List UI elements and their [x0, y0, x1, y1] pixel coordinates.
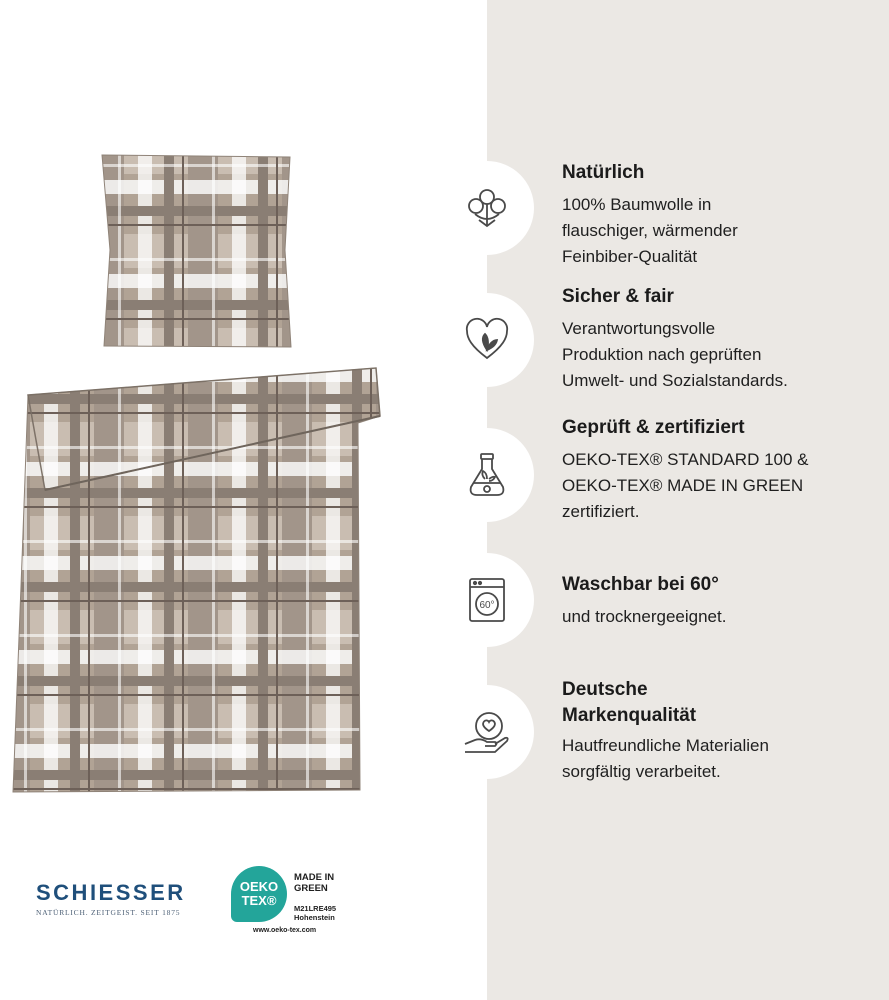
hand-heart-icon: [440, 685, 534, 779]
feature-title: Natürlich: [562, 162, 645, 183]
feature-title: Sicher & fair: [562, 286, 674, 307]
washing-machine-icon: [440, 553, 534, 647]
pillow: [102, 155, 291, 347]
made-in-green-line: GREEN: [294, 883, 328, 894]
brand-tagline: NATÜRLICH. ZEITGEIST. SEIT 1875: [36, 908, 181, 917]
heart-leaf-icon: [440, 293, 534, 387]
schiesser-logo: [36, 880, 186, 917]
brand-name: SCHIESSER: [36, 880, 186, 905]
feature-certified: [562, 415, 882, 525]
bedding-product-image: [0, 140, 400, 820]
feature-safe-fair: [562, 284, 882, 394]
machine-60-label: 60°: [479, 600, 495, 611]
flask-icon: [440, 428, 534, 522]
feature-line: flauschiger, wärmender: [562, 221, 738, 240]
feature-line: Hautfreundliche Materialien: [562, 736, 769, 755]
feature-line: zertifiziert.: [562, 502, 640, 521]
oeko-url: www.oeko-tex.com: [253, 927, 317, 934]
oeko-tex-badge: [231, 866, 287, 922]
feature-brand-quality: [562, 677, 882, 785]
feature-line: sorgfältig verarbeitet.: [562, 762, 721, 781]
feature-title-line: Deutsche: [562, 679, 648, 700]
feature-natural: [562, 160, 882, 270]
feature-line: OEKO-TEX® MADE IN GREEN: [562, 476, 804, 495]
feature-line: und trocknergeeignet.: [562, 607, 727, 626]
feature-line: Feinbiber-Qualität: [562, 247, 698, 266]
feature-washable: [562, 572, 882, 630]
feature-line: Umwelt- und Sozialstandards.: [562, 371, 788, 390]
feature-line: Produktion nach geprüften: [562, 345, 762, 364]
feature-line: 100% Baumwolle in: [562, 195, 712, 214]
feature-line: OEKO-TEX® STANDARD 100 &: [562, 450, 809, 469]
badge-line: TEX®: [241, 893, 277, 908]
feature-title: Waschbar bei 60°: [562, 574, 719, 595]
badge-line: OEKO: [239, 879, 279, 894]
feature-title: Geprüft & zertifiziert: [562, 417, 745, 438]
cotton-icon: [440, 161, 534, 255]
oeko-lab: Hohenstein: [294, 913, 335, 922]
feature-title-line: Markenqualität: [562, 705, 697, 726]
feature-line: Verantwortungsvolle: [562, 319, 716, 338]
oeko-code: M21LRE495: [294, 904, 337, 913]
made-in-green-line: MADE IN: [294, 872, 335, 883]
